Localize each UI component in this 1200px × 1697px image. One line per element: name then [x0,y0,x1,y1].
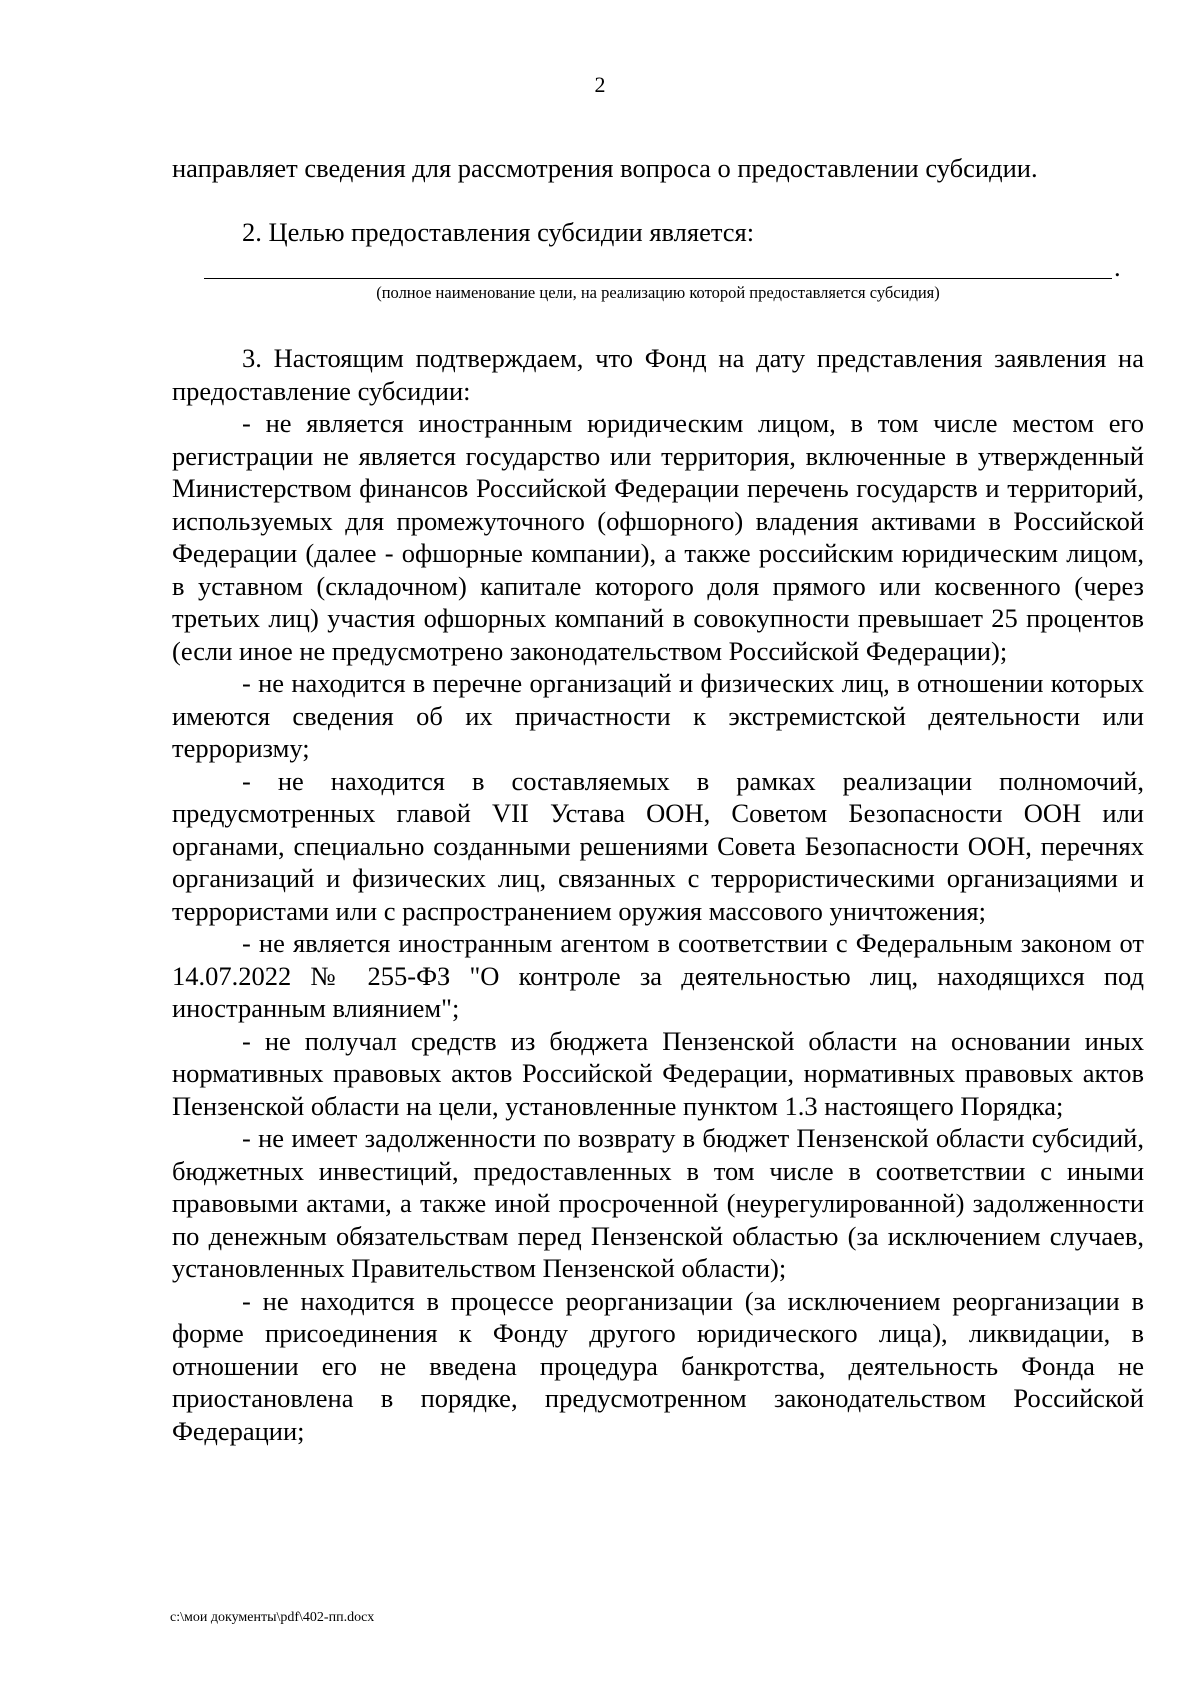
confirmation-item: - не находится в составляемых в рамках реализации полномочий, предусмотренных главой VII Устава ООН, Советом Безопасности ООН или органами, специально созданными решениями Совета Безопасности ООН, перечнях организаций и физических лиц, связанных с террористическими организациями и террористами или с распространением оружия массового уничтожения; [172,765,1144,926]
confirmation-item: - не является иностранным юридическим лицом, в том числе местом его регистрации не является государство или территория, включенные в утвержденный Министерством финансов Российской Федерации перечень государств и территорий, используемых для промежуточного (офшорного) владения активами в Российской Федерации (далее - офшорные компании), а также российским юридическим лицом, в уставном (складочном) капитале которого доля прямого или косвенного (через третьих лиц) участия офшорных компаний в совокупности превышает 25 процентов (если иное не предусмотрено законодательством Российской Федерации); [172,408,1144,666]
confirmation-item: - не получал средств из бюджета Пензенской области на основании иных нормативных правовых актов Российской Федерации, нормативных правовых актов Пензенской области на цели, установленные пунктом 1.3 настоящего Порядка; [172,1025,1144,1121]
confirmation-section [172,342,1144,1447]
intro-line [172,152,1144,185]
confirmation-item: - не является иностранным агентом в соответствии с Федеральным законом от 14.07.2022 № 255-ФЗ "О контроле за деятельностью лиц, находящихся под иностранным влиянием"; [172,928,1144,1023]
goal-blank-line [204,278,1112,279]
goal-caption: (полное наименование цели, на реализацию которой предоставляется субсидия) [376,283,940,302]
footer-file-path: c:\мои документы\pdf\402-пп.docx [170,1610,375,1625]
confirmation-intro: 3. Настоящим подтверждаем, что Фонд на дату представления заявления на предоставление субсидии: [172,343,1144,406]
goal-blank-period: . [1114,252,1121,282]
goal-heading: 2. Целью предоставления субсидии является: [242,217,755,247]
confirmation-item: - не имеет задолженности по возврату в бюджет Пензенской области субсидий, бюджетных инвестиций, предоставленных в том числе в соответствии с иными правовыми актами, а также иной просроченной (неурегулированной) задолженности по денежным обязательствам перед Пензенской областью (за исключением случаев, установленных Правительством Пензенской области); [172,1123,1144,1283]
confirmation-item: - не находится в перечне организаций и физических лиц, в отношении которых имеются сведения об их причастности к экстремистской деятельности или терроризму; [172,668,1144,763]
page-number: 2 [594,72,606,97]
intro-line-text: направляет сведения для рассмотрения вопроса о предоставлении субсидии. [172,153,1038,183]
confirmation-item: - не находится в процессе реорганизации (за исключением реорганизации в форме присоединения к Фонду другого юридического лица), ликвидации, в отношении его не введена процедура банкротства, деятельность Фонда не приостановлена в порядке, предусмотренном законодательством Российской Федерации; [172,1285,1144,1446]
